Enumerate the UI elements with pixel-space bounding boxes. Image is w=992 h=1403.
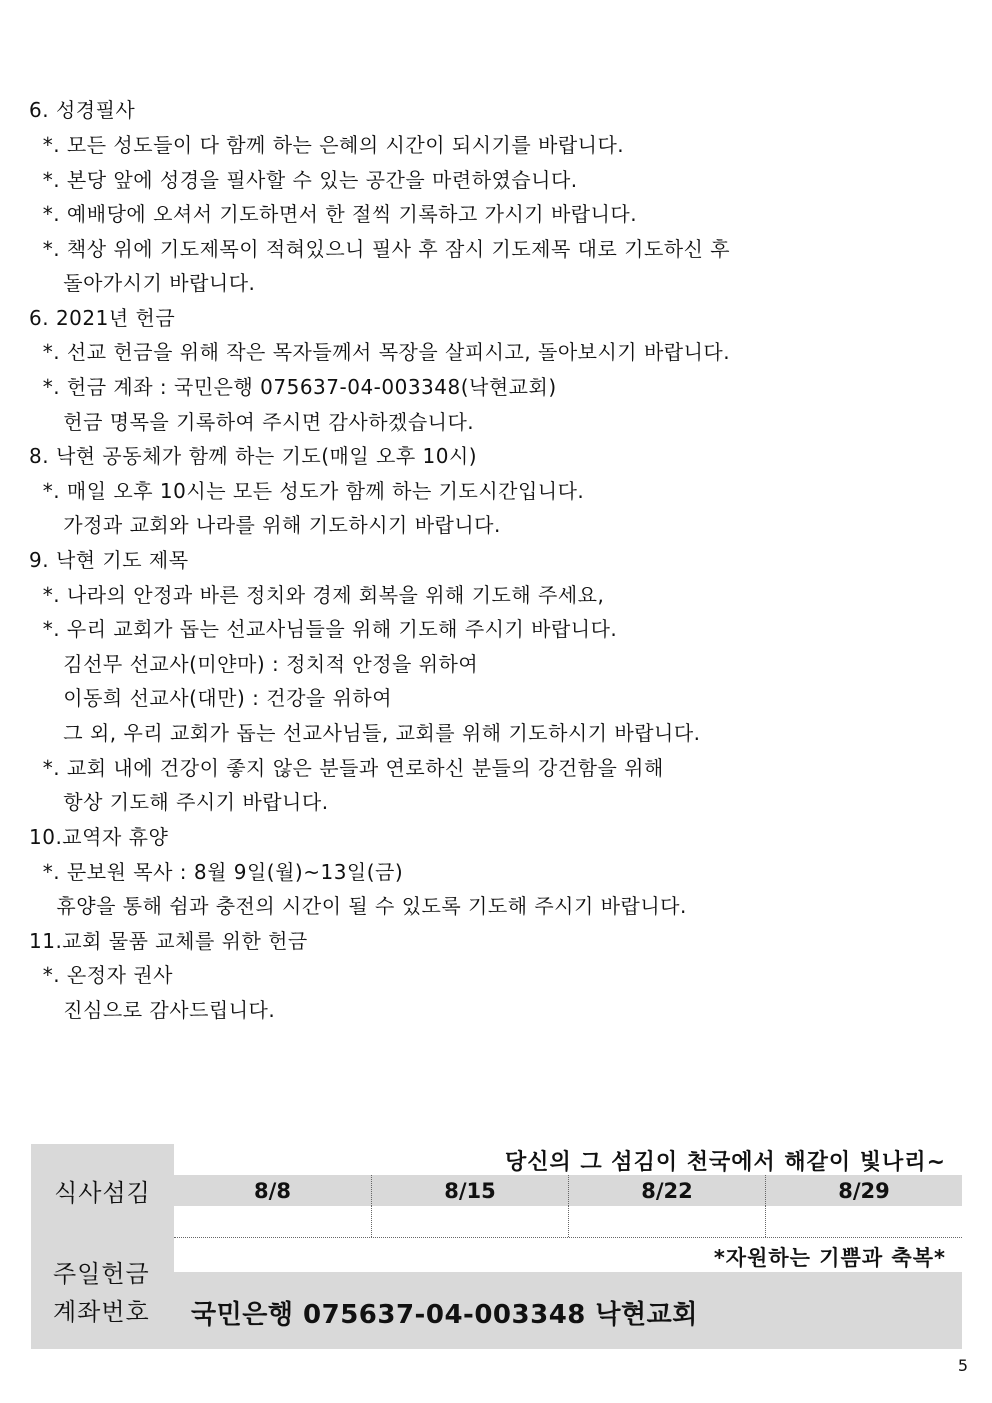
text-line: *. 책상 위에 기도제목이 적혀있으니 필사 후 잠시 기도제목 대로 기도하신 후: [29, 237, 731, 261]
text-line: *. 온정자 권사: [29, 963, 173, 987]
text-line: 돌아가시기 바랍니다.: [29, 271, 256, 295]
date-cell: 8/8: [254, 1178, 291, 1203]
text-line: 그 외, 우리 교회가 돕는 선교사님들, 교회를 위해 기도하시기 바랍니다.: [29, 721, 701, 745]
account-number: 국민은행 075637-04-003348 낙현교회: [191, 1300, 698, 1330]
text-line: *. 매일 오후 10시는 모든 성도가 함께 하는 기도시간입니다.: [29, 479, 585, 503]
text-line: *. 우리 교회가 돕는 선교사님들을 위해 기도해 주시기 바랍니다.: [29, 617, 618, 641]
text-line: *. 본당 앞에 성경을 필사할 수 있는 공간을 마련하였습니다.: [29, 168, 578, 192]
text-line: *. 나라의 안정과 바른 정치와 경제 회복을 위해 기도해 주세요,: [29, 583, 605, 607]
offering-label: 주일헌금: [53, 1260, 150, 1288]
slogan: 당신의 그 섬김이 천국에서 해같이 빛나리~: [504, 1150, 946, 1175]
text-line: 헌금 명목을 기록하여 주시면 감사하겠습니다.: [29, 410, 475, 434]
text-line: 휴양을 통해 쉼과 충전의 시간이 될 수 있도록 기도해 주시기 바랍니다.: [29, 894, 687, 918]
date-cell: 8/29: [765, 1175, 962, 1206]
footer-table: [31, 1144, 962, 1349]
meal-service-label: 식사섬김: [31, 1144, 174, 1237]
text-line: 가정과 교회와 나라를 위해 기도하시기 바랍니다.: [29, 513, 501, 537]
name-cell: [371, 1206, 568, 1237]
text-line: *. 선교 헌금을 위해 작은 목자들께서 목장을 살피시고, 돌아보시기 바랍니다.: [29, 340, 731, 364]
text-line: 이동희 선교사(대만) : 건강을 위하여: [29, 686, 393, 710]
text-line: *. 문보원 목사 : 8월 9일(월)~13일(금): [29, 860, 404, 884]
offering-note: *자원하는 기쁨과 축복*: [713, 1246, 946, 1270]
row-divider: [174, 1237, 962, 1238]
section-heading: 6. 성경필사: [29, 98, 136, 122]
text-line: *. 교회 내에 건강이 좋지 않은 분들과 연로하신 분들의 강건함을 위해: [29, 756, 664, 780]
name-cell: [568, 1206, 765, 1237]
account-label: 계좌번호: [53, 1298, 150, 1326]
text-line: 항상 기도해 주시기 바랍니다.: [29, 790, 329, 814]
name-cell: [174, 1206, 371, 1237]
section-heading: 8. 낙현 공동체가 함께 하는 기도(매일 오후 10시): [29, 444, 478, 468]
text-line: 김선무 선교사(미얀마) : 정치적 안정을 위하여: [29, 652, 479, 676]
section-heading: 9. 낙현 기도 제목: [29, 548, 189, 572]
section-heading: 10.교역자 휴양: [29, 825, 169, 849]
section-heading: 6. 2021년 헌금: [29, 306, 176, 330]
text-line: 진심으로 감사드립니다.: [29, 998, 276, 1022]
text-line: *. 모든 성도들이 다 함께 하는 은혜의 시간이 되시기를 바랍니다.: [29, 133, 625, 157]
text-line: *. 예배당에 오셔서 기도하면서 한 절씩 기록하고 가시기 바랍니다.: [29, 202, 638, 226]
text-line: *. 헌금 계좌 : 국민은행 075637-04-003348(낙현교회): [29, 375, 557, 399]
name-cell: [765, 1206, 962, 1237]
page-number: 5: [957, 1356, 968, 1375]
date-cell: 8/15: [371, 1175, 568, 1206]
date-cell: 8/22: [568, 1175, 765, 1206]
section-heading: 11.교회 물품 교체를 위한 헌금: [29, 929, 308, 953]
